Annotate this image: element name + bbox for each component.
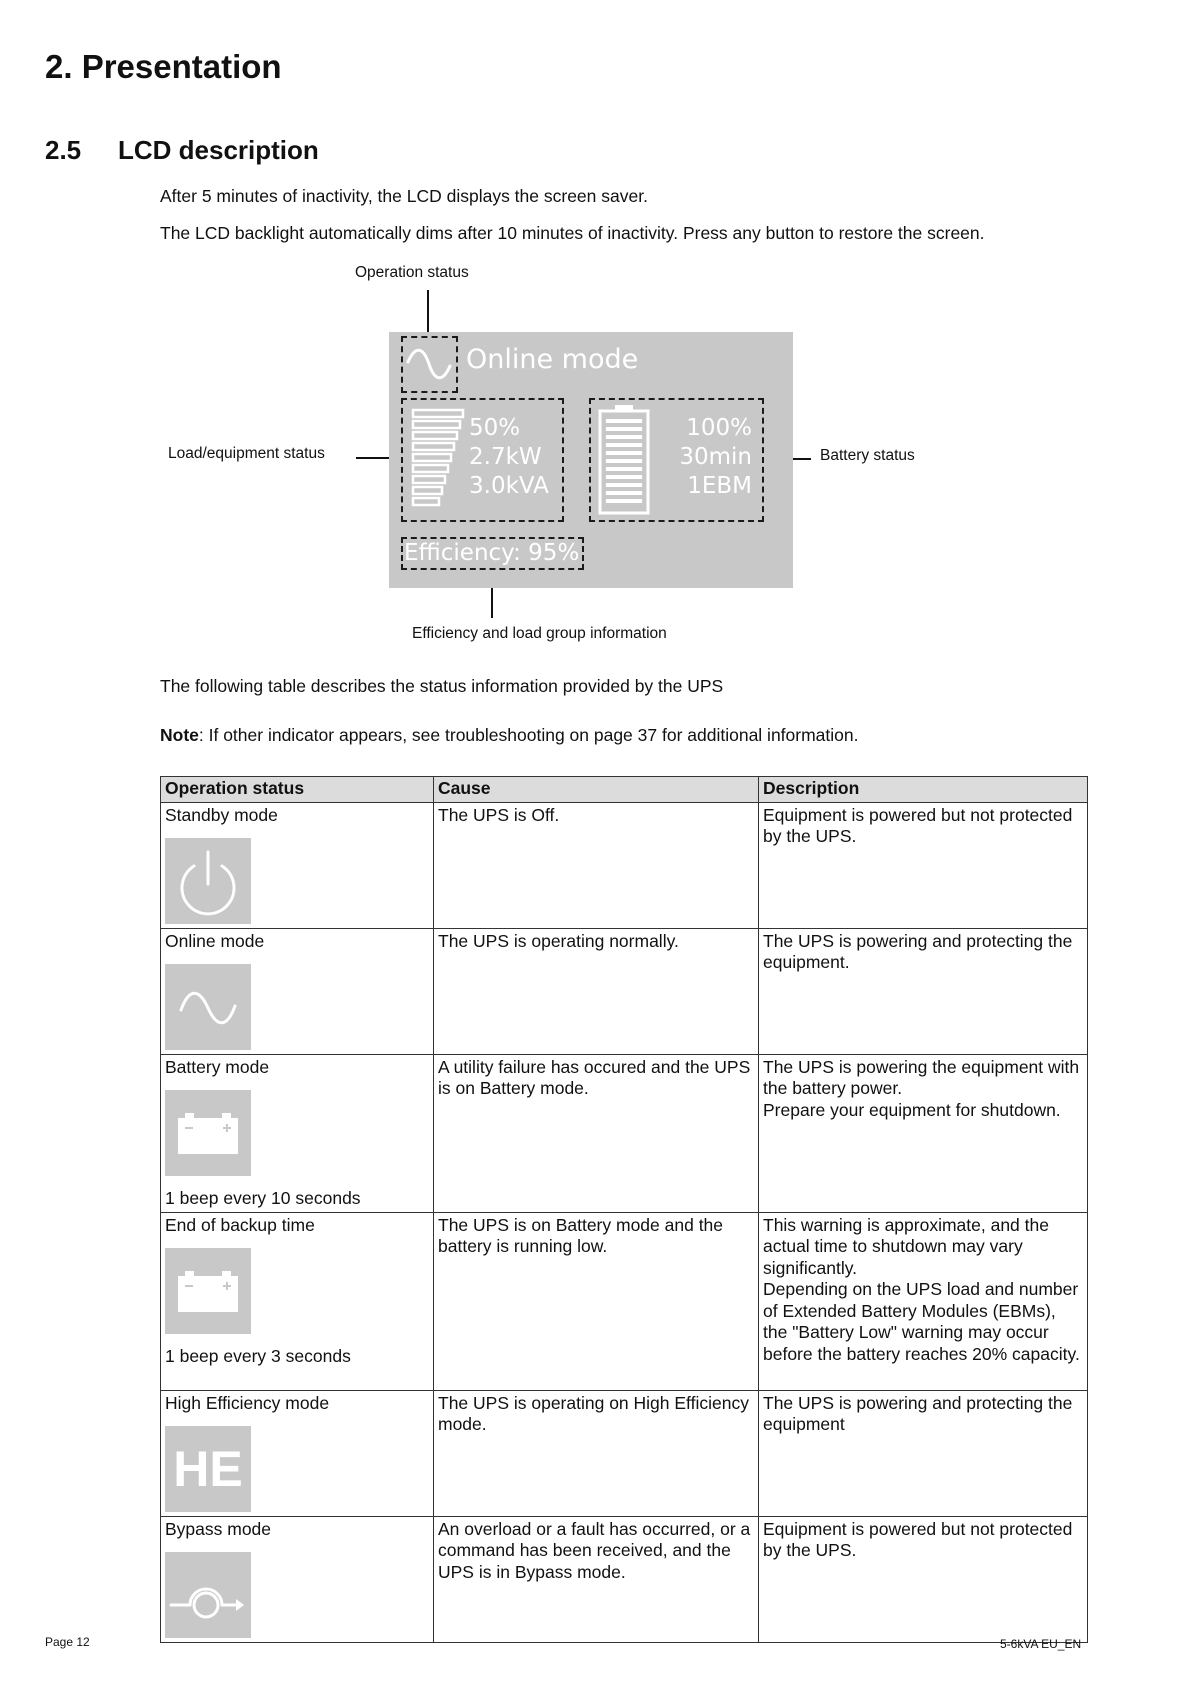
note-paragraph: [160, 724, 858, 746]
lcd-efficiency: Efficiency: 95%: [404, 540, 580, 566]
description-line: The UPS is powering the equipment with the battery power. Prepare your equipment for shutdown.: [763, 1056, 1080, 1120]
load-status-box: [401, 398, 564, 522]
description-line: This warning is approximate, and the actual time to shutdown may vary significantly. Depending on the UPS load and number of Extended Battery Modules (EBMs), the "Battery Low" warning may occur before the battery reaches 20% capacity.: [763, 1214, 1080, 1364]
lcd-mode-label: Online mode: [466, 344, 639, 375]
page-heading: 2. Presentation: [45, 48, 282, 85]
table-row: [161, 802, 1088, 928]
footer-page-number: Page 12: [45, 1635, 90, 1649]
status-cell: [161, 1516, 434, 1642]
callout-load-status: Load/equipment status: [168, 445, 325, 462]
cause-cell: An overload or a fault has occurred, or a command has been received, and the UPS is in Bypass mode.: [434, 1516, 759, 1642]
callout-battery-status: Battery status: [820, 447, 915, 464]
table-row: [161, 1212, 1088, 1390]
note-text: : If other indicator appears, see troubleshooting on page 37 for additional information.: [198, 725, 859, 745]
table-header-row: [161, 777, 1088, 803]
status-name: Standby mode: [165, 804, 278, 825]
description-cell: The UPS is powering and protecting the equipment: [759, 1390, 1088, 1516]
callout-efficiency-info: Efficiency and load group information: [412, 625, 667, 642]
status-name: Online mode: [165, 930, 265, 951]
intro-paragraph-1: After 5 minutes of inactivity, the LCD displays the screen saver.: [160, 186, 648, 206]
lcd-battery-percent: 100%: [686, 415, 752, 441]
description-cell: The UPS is powering and protecting the equipment.: [759, 928, 1088, 1054]
header-operation-status: Operation status: [161, 777, 434, 803]
description-cell: [759, 1054, 1088, 1212]
sine-wave-icon: [403, 338, 456, 391]
header-description: Description: [759, 777, 1088, 803]
status-name: High Efficiency mode: [165, 1392, 330, 1413]
power-icon: [165, 838, 251, 924]
status-cell: [161, 802, 434, 928]
lcd-screen: [389, 332, 793, 588]
status-name: Battery mode: [165, 1056, 270, 1077]
efficiency-box: [401, 537, 584, 570]
battery-icon: [165, 1090, 251, 1176]
cause-cell: The UPS is operating normally.: [434, 928, 759, 1054]
lcd-load-kva: 3.0kVA: [469, 473, 549, 499]
description-cell: Equipment is powered but not protected by the UPS.: [759, 1516, 1088, 1642]
callout-operation-status: Operation status: [355, 264, 469, 281]
status-cell: [161, 1212, 434, 1390]
battery-status-box: [589, 398, 764, 522]
table-intro: The following table describes the status information provided by the UPS: [160, 676, 724, 696]
lcd-load-percent: 50%: [469, 415, 521, 441]
callout-line-operation: [427, 290, 429, 338]
table-row: [161, 1390, 1088, 1516]
he-icon: [165, 1426, 251, 1512]
header-cause: Cause: [434, 777, 759, 803]
status-cell: [161, 928, 434, 1054]
note-label: Note: [160, 725, 199, 745]
lcd-load-kw: 2.7kW: [469, 444, 542, 470]
section-heading: [45, 135, 319, 166]
status-name: Bypass mode: [165, 1518, 272, 1539]
table-row: [161, 1516, 1088, 1642]
sine-wave-icon: [165, 964, 251, 1050]
table-row: [161, 928, 1088, 1054]
lcd-battery-runtime: 30min: [679, 444, 752, 470]
status-table: [160, 776, 1088, 1643]
intro-paragraph-2: The LCD backlight automatically dims after 10 minutes of inactivity. Press any button to restore the screen.: [160, 223, 985, 243]
cause-cell: The UPS is Off.: [434, 802, 759, 928]
status-cell: [161, 1390, 434, 1516]
he-icon-text: HE: [173, 1441, 243, 1497]
section-number: 2.5: [45, 135, 82, 165]
cause-cell: The UPS is operating on High Efficiency mode.: [434, 1390, 759, 1516]
status-name: End of backup time: [165, 1214, 315, 1235]
footer-document-id: 5-6kVA EU_EN: [1000, 1637, 1082, 1651]
lcd-battery-ebm: 1EBM: [687, 473, 752, 499]
cause-cell: A utility failure has occured and the UPS is on Battery mode.: [434, 1054, 759, 1212]
description-cell: [759, 1212, 1088, 1390]
bypass-icon: [165, 1552, 251, 1638]
battery-gauge-icon: [597, 403, 657, 519]
section-title: LCD description: [118, 135, 319, 165]
operation-status-box: [401, 336, 458, 393]
status-cell: [161, 1054, 434, 1212]
battery-icon: [165, 1248, 251, 1334]
table-row: [161, 1054, 1088, 1212]
beep-info: 1 beep every 10 seconds: [165, 1188, 361, 1208]
load-bars-icon: [409, 406, 469, 516]
beep-info: 1 beep every 3 seconds: [165, 1346, 351, 1366]
cause-cell: The UPS is on Battery mode and the battery is running low.: [434, 1212, 759, 1390]
description-cell: Equipment is powered but not protected by the UPS.: [759, 802, 1088, 928]
